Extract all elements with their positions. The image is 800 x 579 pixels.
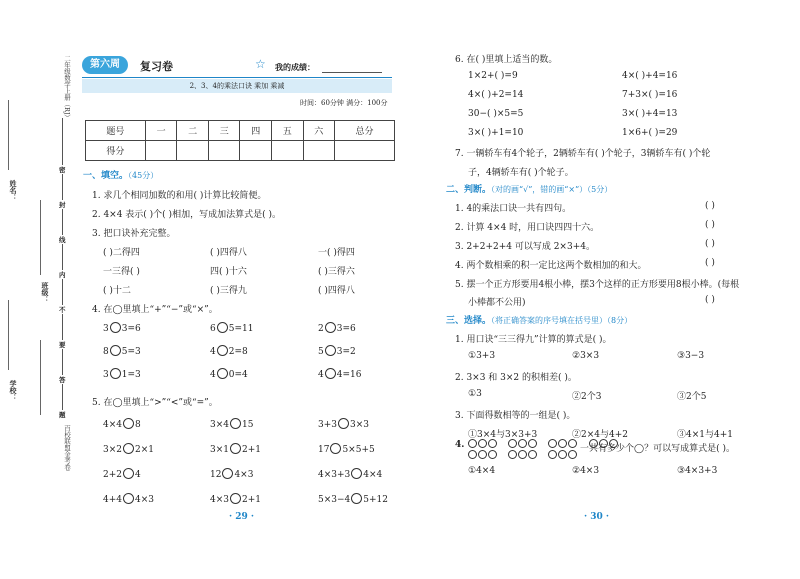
q3-item: 四( )十六: [210, 267, 247, 277]
star-icon: ☆: [255, 57, 266, 71]
answer-circle[interactable]: [222, 468, 233, 479]
question-number: 4.: [455, 440, 465, 450]
answer-circle[interactable]: [110, 345, 121, 356]
choice-option[interactable]: ③4×1与4+1: [677, 430, 733, 440]
question-5: 5. 在◯里填上“>”“<”或“=”。: [92, 398, 218, 408]
week-badge: 第六周: [82, 56, 128, 74]
answer-bracket[interactable]: ( ): [705, 201, 715, 211]
page-number: · 30 ·: [584, 512, 610, 522]
answer-circle[interactable]: [325, 322, 336, 333]
score-label: 我的成绩：: [275, 62, 315, 72]
seal-char: 不: [59, 306, 66, 314]
answer-circle[interactable]: [217, 345, 228, 356]
judge-item: 2. 计算 4×4 时，用口诀四四十六。: [455, 223, 600, 233]
q5-item: 3×1 2+1: [210, 445, 261, 455]
q3-item: ( )四得八: [210, 248, 247, 258]
score-row-label: 得分: [86, 141, 146, 161]
name-line: [8, 100, 9, 170]
answer-circle[interactable]: [330, 443, 341, 454]
q3-item: ( )二得四: [103, 248, 140, 258]
choice-option[interactable]: ①3: [468, 389, 482, 399]
section-title: 二、判断。（对的画“√”，错的画“×”）（5分）: [446, 185, 613, 195]
question-4: 4. 在◯里填上“+”“−”或“×”。: [92, 305, 218, 315]
score-blank: [322, 72, 382, 73]
answer-circle[interactable]: [217, 322, 228, 333]
choice-option[interactable]: ②4×3: [572, 466, 600, 476]
q4-item: 5 3=2: [318, 347, 356, 357]
q6-item: 3×( )+4=13: [622, 109, 678, 119]
answer-bracket[interactable]: ( ): [705, 258, 715, 268]
school-label: 学校：: [9, 380, 18, 401]
choice-question: 一共有多少个◯？可以写成算式是( )。: [580, 444, 735, 454]
answer-circle[interactable]: [110, 368, 121, 379]
q5-item: 3+3 3×3: [318, 420, 369, 430]
q4-item: 4 0=4: [210, 370, 248, 380]
question-7: 7. 一辆轿车有4个轮子，2辆轿车有( )个轮子，3辆轿车有( )个轮: [455, 149, 711, 159]
choice-option[interactable]: ②2×4与4+2: [572, 430, 628, 440]
question-3: 3. 把口诀补充完整。: [92, 229, 176, 239]
name-label: 姓名：: [9, 180, 18, 201]
score-header: 四: [240, 121, 272, 141]
choice-option[interactable]: ①3+3: [468, 351, 496, 361]
choice-option[interactable]: ②3×3: [572, 351, 600, 361]
answer-bracket[interactable]: ( ): [705, 220, 715, 230]
answer-circle[interactable]: [123, 468, 134, 479]
answer-circle[interactable]: [325, 368, 336, 379]
q4-item: 2 3=6: [318, 324, 356, 334]
seal-char: 线: [59, 236, 66, 244]
choice-option[interactable]: ③4×3+3: [677, 466, 718, 476]
score-header: 题号: [86, 121, 146, 141]
score-cell[interactable]: [145, 141, 177, 161]
q4-item: 4 2=8: [210, 347, 248, 357]
choice-option[interactable]: ①4×4: [468, 466, 496, 476]
q5-item: 3×4 15: [210, 420, 254, 430]
choice-option[interactable]: ③2个5: [677, 392, 707, 402]
judge-item: 4. 两个数相乘的积一定比这两个数相加的和大。: [455, 261, 647, 271]
score-cell[interactable]: [208, 141, 240, 161]
score-cell[interactable]: [177, 141, 209, 161]
q5-item: 2+2 4: [103, 470, 141, 480]
q3-item: ( )四得八: [318, 286, 355, 296]
score-cell[interactable]: [335, 141, 395, 161]
q5-item: 4×4 8: [103, 420, 141, 430]
judge-item: 3. 2+2+2+4 可以写成 2×3+4。: [455, 242, 595, 252]
answer-bracket[interactable]: ( ): [705, 295, 715, 305]
q6-item: 4×( )+4=16: [622, 71, 678, 81]
bottom-strip: 百校联盟金考卷: [63, 425, 71, 471]
q6-item: 1×2+( )=9: [468, 71, 518, 81]
q5-item: 3×2 2×1: [103, 445, 154, 455]
section-title: 三、选择。（将正确答案的序号填在括号里）（8分）: [446, 316, 633, 326]
question-2: 2. 4×4 表示( )个( )相加，写成加法算式是( )。: [92, 210, 281, 220]
judge-item: 1. 4的乘法口诀一共有四句。: [455, 204, 572, 214]
score-cell[interactable]: [303, 141, 335, 161]
seal-line: [62, 118, 63, 418]
page-title: 复习卷: [140, 60, 173, 73]
class-line: [40, 200, 41, 275]
score-header: 三: [208, 121, 240, 141]
q4-item: 8 5=3: [103, 347, 141, 357]
score-header: 六: [303, 121, 335, 141]
answer-circle[interactable]: [123, 443, 134, 454]
seal-char: 内: [59, 271, 66, 279]
class-line-2: [40, 340, 41, 415]
question-1: 1. 求几个相同加数的和用( )计算比较简便。: [92, 191, 267, 201]
seal-char: 封: [59, 201, 66, 209]
choice-question: 2. 3×3 和 3×2 的积相差( )。: [455, 373, 577, 383]
answer-circle[interactable]: [217, 368, 228, 379]
section-title: 一、填空。（45分）: [83, 171, 159, 181]
seal-char: 题: [59, 411, 66, 419]
q6-item: 30−( )×5=5: [468, 109, 524, 119]
score-table: [85, 120, 395, 161]
q3-item: ( )十二: [103, 286, 131, 296]
answer-circle[interactable]: [338, 418, 349, 429]
answer-bracket[interactable]: ( ): [705, 239, 715, 249]
score-header: 一: [145, 121, 177, 141]
q4-item: 3 1=3: [103, 370, 141, 380]
answer-circle[interactable]: [351, 493, 362, 504]
choice-question: 3. 下面得数相等的一组是( )。: [455, 411, 576, 421]
choice-option[interactable]: ③3−3: [677, 351, 705, 361]
q4-item: 4 4=16: [318, 370, 362, 380]
seal-char: 密: [59, 166, 66, 174]
choice-option[interactable]: ②2个3: [572, 392, 602, 402]
class-label: 班级：: [41, 282, 50, 303]
score-cell[interactable]: [272, 141, 304, 161]
score-header: 五: [272, 121, 304, 141]
answer-circle[interactable]: [110, 322, 121, 333]
q4-item: 6 5=11: [210, 324, 254, 334]
header-rule: [82, 77, 392, 78]
answer-circle[interactable]: [123, 418, 134, 429]
page-number: · 29 ·: [229, 512, 255, 522]
choice-option[interactable]: ①3×4与3×3+3: [468, 430, 538, 440]
q5-item: 12 4×3: [210, 470, 254, 480]
seal-char: 要: [59, 341, 66, 349]
answer-circle[interactable]: [230, 443, 241, 454]
topic-banner: 2、3、4的乘法口诀 乘加 乘减: [82, 79, 392, 93]
judge-item-cont: 小棒都不公用): [468, 298, 526, 308]
q5-item: 17 5×5+5: [318, 445, 375, 455]
score-header: 总分: [335, 121, 395, 141]
answer-circle[interactable]: [325, 345, 336, 356]
q5-item: 5×3−4 5+12: [318, 495, 388, 505]
q6-item: 4×( )+2=14: [468, 90, 524, 100]
q6-item: 7+3×( )=16: [622, 90, 678, 100]
answer-circle[interactable]: [123, 493, 134, 504]
judge-item: 5. 摆一个正方形要用4根小棒，摆3个这样的正方形要用8根小棒。(每根: [455, 280, 740, 290]
score-header: 二: [177, 121, 209, 141]
q5-item: 4×3 2+1: [210, 495, 261, 505]
q3-item: ( )三得九: [210, 286, 247, 296]
score-cell[interactable]: [240, 141, 272, 161]
q6-item: 3×( )+1=10: [468, 128, 524, 138]
q3-item: ( )三得六: [318, 267, 355, 277]
seal-char: 答: [59, 376, 66, 384]
time-info: 时间：60分钟 满分：100分: [300, 99, 388, 107]
question-6: 6. 在( )里填上适当的数。: [455, 55, 558, 65]
q3-item: 一三得( ): [103, 267, 140, 277]
q5-item: 4+4 4×3: [103, 495, 154, 505]
school-line: [8, 300, 9, 370]
answer-circle[interactable]: [230, 493, 241, 504]
q4-item: 3 3=6: [103, 324, 141, 334]
answer-circle[interactable]: [230, 418, 241, 429]
answer-circle[interactable]: [351, 468, 362, 479]
q6-item: 1×6+( )=29: [622, 128, 678, 138]
question-7-cont: 子，4辆轿车有( )个轮子。: [468, 168, 574, 178]
choice-question: 1. 用口诀“三三得九”计算的算式是( )。: [455, 335, 612, 345]
book-strip: 二年级数学上册（RJ）: [63, 55, 71, 121]
q3-item: 一( )得四: [318, 248, 355, 258]
q5-item: 4×3+3 4×4: [318, 470, 383, 480]
